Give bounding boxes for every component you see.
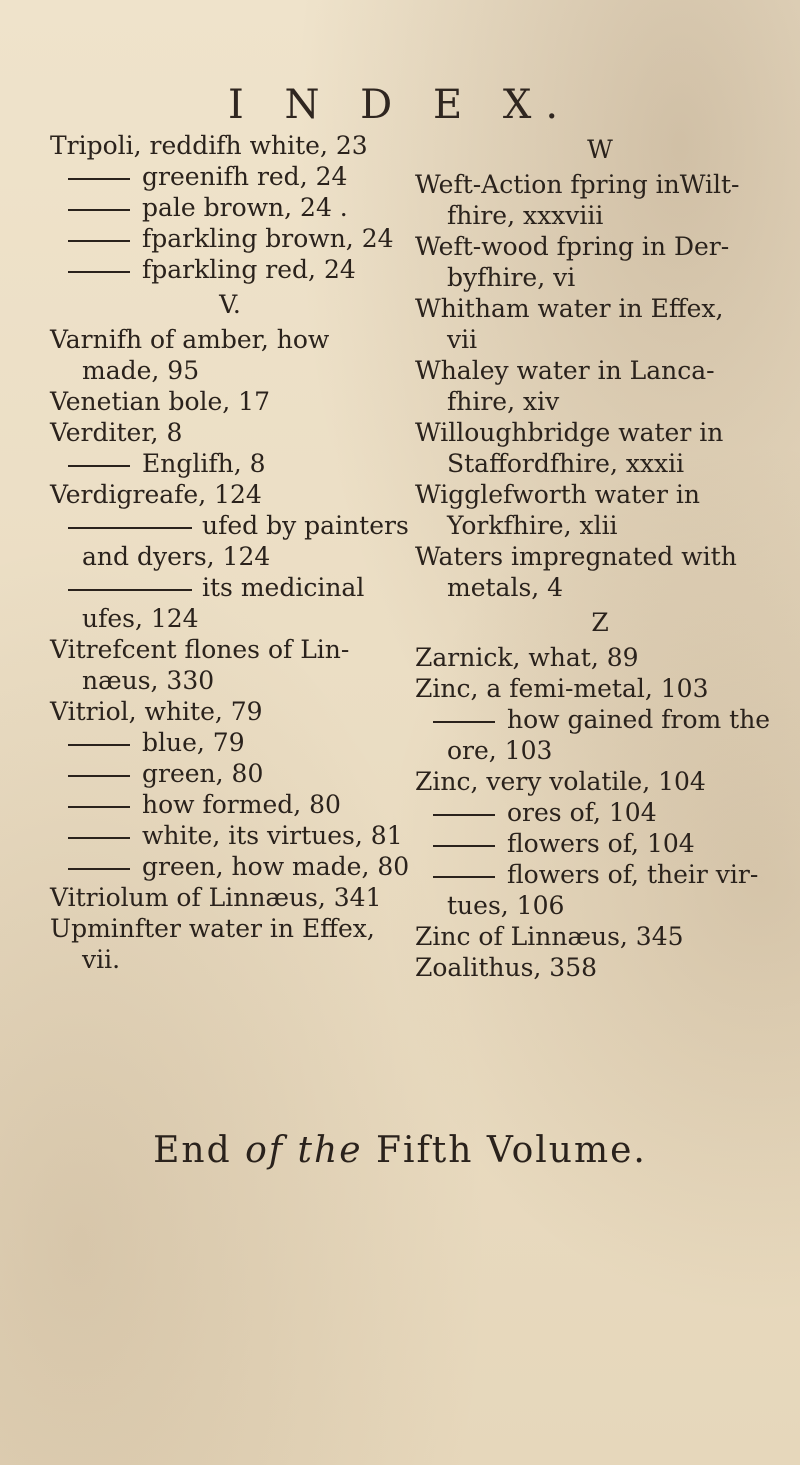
index-sub [50, 727, 410, 758]
index-text: Willoughbridge water in [415, 418, 724, 447]
index-text: Tripoli, reddifh white, 23 [50, 131, 368, 160]
ditto-rule [433, 814, 495, 816]
index-sub [50, 758, 410, 789]
index-sub [50, 192, 410, 223]
index-text: Yorkfhire, xlii [447, 511, 618, 540]
ditto-rule [68, 527, 192, 529]
index-text: blue, 79 [142, 728, 245, 757]
ditto-rule [68, 271, 130, 273]
index-cont [50, 944, 410, 975]
index-cont [50, 541, 410, 572]
index-text: Zinc, very volatile, 104 [415, 767, 706, 796]
index-sub [50, 789, 410, 820]
index-text: ores of, 104 [507, 798, 657, 827]
index-entry [50, 913, 410, 944]
index-sublong [50, 572, 410, 603]
index-sub [50, 223, 410, 254]
ditto-rule [68, 775, 130, 777]
index-entry [415, 766, 785, 797]
index-text: Weft-wood fpring in Der- [415, 232, 730, 261]
index-text: Waters impregnated with [415, 542, 737, 571]
index-text: Vitriol, white, 79 [50, 697, 263, 726]
index-entry [415, 952, 785, 983]
ditto-rule [68, 589, 192, 591]
index-sub [415, 797, 785, 828]
ditto-rule [68, 806, 130, 808]
index-text: flowers of, their vir- [507, 860, 759, 889]
index-text: Varnifh of amber, how [50, 325, 330, 354]
ditto-rule [433, 845, 495, 847]
index-text: Vitrefcent flones of Lin- [50, 635, 350, 664]
ditto-rule [68, 178, 130, 180]
ditto-rule [433, 721, 495, 723]
index-text: W [587, 135, 613, 164]
index-text: green, how made, 80 [142, 852, 410, 881]
index-entry [50, 882, 410, 913]
ditto-rule [68, 209, 130, 211]
index-text: fparkling red, 24 [142, 255, 356, 284]
index-text: ufed by painters [202, 511, 409, 540]
index-sub [415, 828, 785, 859]
index-text: byfhire, vi [447, 263, 576, 292]
index-text: Vitriolum of Linnæus, 341 [50, 883, 382, 912]
index-cont [415, 386, 785, 417]
index-text: tues, 106 [447, 891, 565, 920]
index-text: V. [219, 290, 241, 319]
index-sub [415, 859, 785, 890]
index-text: Zarnick, what, 89 [415, 643, 639, 672]
index-entry [415, 541, 785, 572]
index-entry [415, 642, 785, 673]
index-sub [50, 161, 410, 192]
index-text: fparkling brown, 24 [142, 224, 394, 253]
index-text: Verditer, 8 [50, 418, 183, 447]
index-text: and dyers, 124 [82, 542, 271, 571]
index-cont [50, 665, 410, 696]
ditto-rule [433, 876, 495, 878]
index-text: fhire, xiv [447, 387, 560, 416]
index-cont [50, 603, 410, 634]
index-text: Staffordfhire, xxxii [447, 449, 685, 478]
index-text: greenifh red, 24 [142, 162, 348, 191]
index-cont [415, 324, 785, 355]
index-letter [415, 130, 785, 169]
index-entry [415, 293, 785, 324]
index-entry [415, 355, 785, 386]
index-entry [50, 479, 410, 510]
index-sub [50, 851, 410, 882]
index-cont [415, 262, 785, 293]
index-text: Whitham water in Effex, [415, 294, 724, 323]
index-text: fhire, xxxviii [447, 201, 604, 230]
index-entry [50, 386, 410, 417]
index-entry [50, 324, 410, 355]
index-text: flowers of, 104 [507, 829, 695, 858]
index-text: green, 80 [142, 759, 264, 788]
index-text: Upminfter water in Effex, [50, 914, 375, 943]
index-text: vii [447, 325, 478, 354]
index-entry [415, 921, 785, 952]
end-word: End [153, 1130, 232, 1171]
index-letter [50, 285, 410, 324]
index-entry [415, 169, 785, 200]
ditto-rule [68, 837, 130, 839]
index-column-right [415, 130, 785, 983]
index-text: Venetian bole, 17 [50, 387, 270, 416]
index-text: pale brown, 24 . [142, 193, 348, 222]
ditto-rule [68, 465, 130, 467]
index-cont [415, 200, 785, 231]
index-cont [415, 448, 785, 479]
index-text: how formed, 80 [142, 790, 341, 819]
index-text: Wigglefworth water in [415, 480, 700, 509]
index-text: Weft-Action fpring inWilt- [415, 170, 740, 199]
index-cont [415, 572, 785, 603]
index-text: white, its virtues, 81 [142, 821, 403, 850]
index-cont [415, 735, 785, 766]
index-cont [415, 510, 785, 541]
ditto-rule [68, 240, 130, 242]
end-of-volume [0, 1130, 800, 1171]
index-text: vii. [82, 945, 121, 974]
index-text: made, 95 [82, 356, 200, 385]
index-sublong [50, 510, 410, 541]
index-text: Englifh, 8 [142, 449, 266, 478]
index-letter [415, 603, 785, 642]
index-text: næus, 330 [82, 666, 215, 695]
index-cont [50, 355, 410, 386]
index-sub [415, 704, 785, 735]
index-entry [415, 479, 785, 510]
index-text: Zinc of Linnæus, 345 [415, 922, 684, 951]
index-sub [50, 448, 410, 479]
index-text: metals, 4 [447, 573, 564, 602]
index-cont [415, 890, 785, 921]
index-entry [50, 696, 410, 727]
index-text: ore, 103 [447, 736, 553, 765]
index-entry [50, 634, 410, 665]
index-text: ufes, 124 [82, 604, 199, 633]
page-header: I N D E X. [227, 82, 573, 128]
index-text: its medicinal [202, 573, 365, 602]
index-entry [50, 417, 410, 448]
end-of-the: of the [245, 1130, 363, 1171]
ditto-rule [68, 744, 130, 746]
index-column-left [50, 130, 410, 975]
index-sub [50, 820, 410, 851]
index-text: Whaley water in Lanca- [415, 356, 715, 385]
index-text: Verdigreafe, 124 [50, 480, 262, 509]
index-text: Zinc, a femi-metal, 103 [415, 674, 709, 703]
index-text: Z [591, 608, 609, 637]
end-volume: Fifth Volume. [375, 1130, 647, 1171]
index-text: how gained from the [507, 705, 771, 734]
index-text: Zoalithus, 358 [415, 953, 598, 982]
index-entry [50, 130, 410, 161]
index-sub [50, 254, 410, 285]
index-entry [415, 231, 785, 262]
ditto-rule [68, 868, 130, 870]
index-entry [415, 417, 785, 448]
index-entry [415, 673, 785, 704]
